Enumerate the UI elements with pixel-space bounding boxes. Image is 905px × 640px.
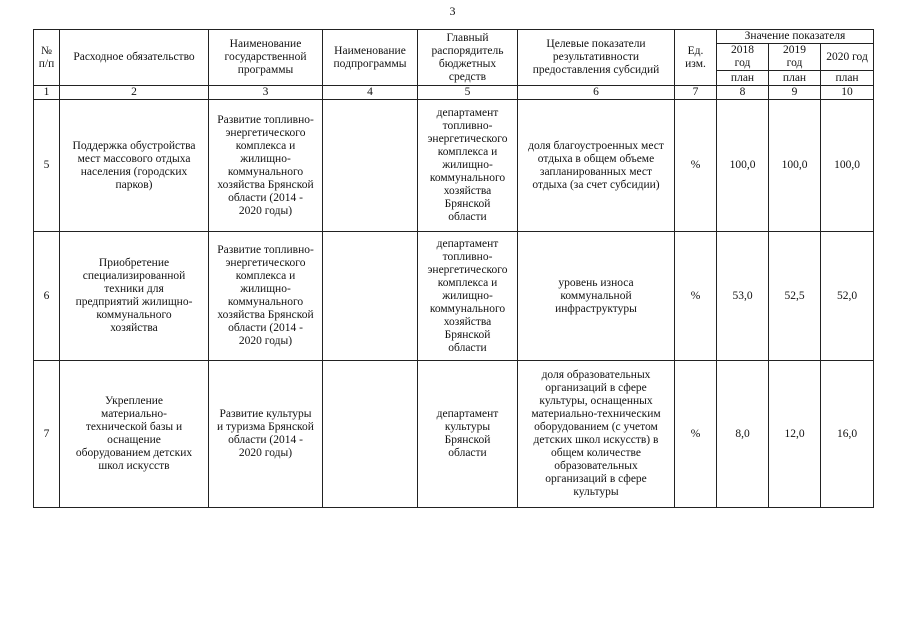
column-number: 7 [675, 86, 717, 100]
row-value-2020: 100,0 [821, 100, 874, 232]
row-num: 6 [34, 232, 60, 361]
header-year-2018: 2018 год [717, 44, 769, 71]
table-row [34, 361, 874, 508]
row-indicator: доля образовательных организаций в сфере культуры, оснащенных материально-техническим оборудованием (с учетом детских школ искусств) в общем количестве образовательных организаций в сфере культуры [518, 361, 675, 508]
row-value-2019: 52,5 [769, 232, 821, 361]
column-number: 4 [323, 86, 418, 100]
header-year-2020: 2020 год [821, 44, 874, 71]
header-plan-2020: план [821, 71, 874, 86]
row-value-2020: 16,0 [821, 361, 874, 508]
row-unit: % [675, 361, 717, 508]
row-program: Развитие топливно- энергетического комплекса и жилищно- коммунального хозяйства Брянской области (2014 - 2020 годы) [209, 232, 323, 361]
row-indicator: уровень износа коммунальной инфраструктуры [518, 232, 675, 361]
row-manager: департамент топливно- энергетического комплекса и жилищно- коммунального хозяйства Брянской области [418, 100, 518, 232]
header-year-2019: 2019 год [769, 44, 821, 71]
row-value-2018: 8,0 [717, 361, 769, 508]
header-value-group: Значение показателя [717, 30, 874, 44]
row-unit: % [675, 232, 717, 361]
column-number: 9 [769, 86, 821, 100]
header-obligation: Расходное обязательство [60, 30, 209, 86]
column-number: 6 [518, 86, 675, 100]
row-subprogram [323, 361, 418, 508]
row-obligation: Поддержка обустройства мест массового отдыха населения (городских парков) [60, 100, 209, 232]
header-plan-2019: план [769, 71, 821, 86]
row-program: Развитие культуры и туризма Брянской области (2014 - 2020 годы) [209, 361, 323, 508]
column-number: 10 [821, 86, 874, 100]
header-program: Наименование государственной программы [209, 30, 323, 86]
header-unit: Ед. изм. [675, 30, 717, 86]
header-num: № п/п [34, 30, 60, 86]
row-subprogram [323, 232, 418, 361]
row-value-2020: 52,0 [821, 232, 874, 361]
page-number: 3 [449, 4, 456, 18]
row-value-2018: 53,0 [717, 232, 769, 361]
row-program: Развитие топливно- энергетического комплекса и жилищно- коммунального хозяйства Брянской области (2014 - 2020 годы) [209, 100, 323, 232]
column-number: 8 [717, 86, 769, 100]
row-value-2018: 100,0 [717, 100, 769, 232]
column-number: 3 [209, 86, 323, 100]
row-subprogram [323, 100, 418, 232]
subsidy-indicators-table [33, 29, 874, 508]
column-number: 2 [60, 86, 209, 100]
header-subprogram: Наименование подпрограммы [323, 30, 418, 86]
header-indicators: Целевые показатели результативности предоставления субсидий [518, 30, 675, 86]
column-number: 1 [34, 86, 60, 100]
table-row [34, 100, 874, 232]
row-unit: % [675, 100, 717, 232]
row-num: 7 [34, 361, 60, 508]
row-manager: департамент топливно- энергетического комплекса и жилищно- коммунального хозяйства Брянской области [418, 232, 518, 361]
header-manager: Главный распорядитель бюджетных средств [418, 30, 518, 86]
table-row [34, 232, 874, 361]
row-value-2019: 12,0 [769, 361, 821, 508]
row-value-2019: 100,0 [769, 100, 821, 232]
row-obligation: Укрепление материально- технической базы и оснащение оборудованием детских школ искусств [60, 361, 209, 508]
header-plan-2018: план [717, 71, 769, 86]
row-indicator: доля благоустроенных мест отдыха в общем объеме запланированных мест отдыха (за счет субсидии) [518, 100, 675, 232]
row-obligation: Приобретение специализированной техники для предприятий жилищно- коммунального хозяйства [60, 232, 209, 361]
column-number: 5 [418, 86, 518, 100]
row-num: 5 [34, 100, 60, 232]
row-manager: департамент культуры Брянской области [418, 361, 518, 508]
